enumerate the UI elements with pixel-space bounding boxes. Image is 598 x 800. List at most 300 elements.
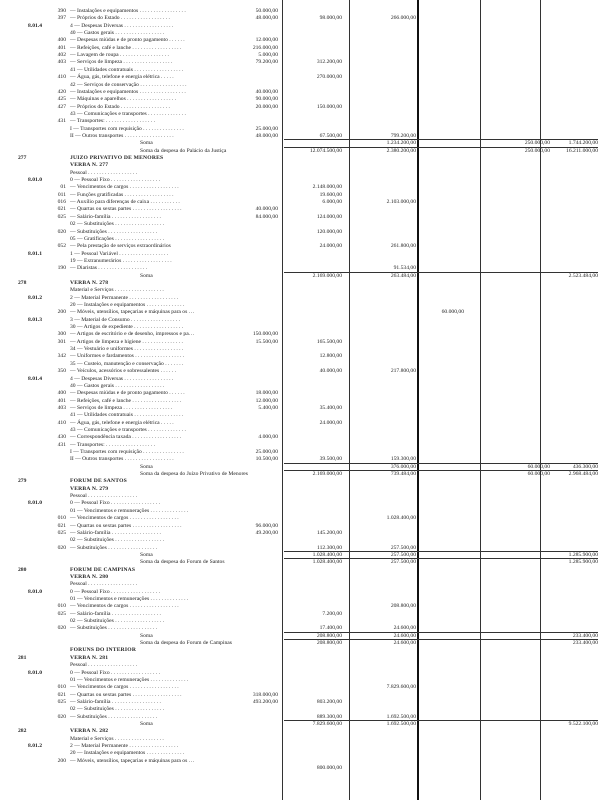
amount-col-2: 165.500,00 xyxy=(316,338,342,345)
amount-total: 2.523.484,00 xyxy=(568,272,598,279)
item-code: 052 xyxy=(57,243,66,250)
amount-col-1: 96.000,00 xyxy=(255,522,278,529)
ledger-row xyxy=(0,405,598,412)
item-code: 403 xyxy=(57,404,66,411)
item-description: Soma da despesa do Juízo Privativo de Menores xyxy=(140,471,248,478)
ledger-row xyxy=(0,618,598,625)
amount-col-3: 159.300,00 xyxy=(390,456,416,463)
amount-col-2: 803.200,00 xyxy=(316,698,342,705)
item-code: 400 xyxy=(57,37,66,44)
ledger-row xyxy=(0,331,598,338)
ledger-row xyxy=(0,449,598,456)
section-code: 8.01.0 xyxy=(28,500,42,507)
amount-col-1: 50.000,00 xyxy=(255,8,278,14)
item-code: 402 xyxy=(57,52,66,59)
item-code: 010 xyxy=(57,684,66,691)
item-description: 35 — Custeio, manutenção e conservação . . . . . . . xyxy=(70,360,184,367)
ledger-row xyxy=(0,736,598,743)
amount-col-3: 1.692.500,00 xyxy=(386,713,416,720)
ledger-row xyxy=(0,287,598,294)
item-description: FORUNS DO INTERIOR xyxy=(70,647,137,654)
amount-col-3: 2.380.200,00 xyxy=(386,147,416,154)
item-description: FORUM DE CAMPINAS xyxy=(70,566,136,573)
amount-col-2: 2.148.000,00 xyxy=(312,184,342,191)
amount-col-1: 25.000,00 xyxy=(255,125,278,132)
item-code: 020 xyxy=(57,228,66,235)
ledger-row xyxy=(0,743,598,750)
ledger-row xyxy=(0,221,598,228)
item-description: — Transportes: . . . . . . . . . . . . . . . . . . xyxy=(70,441,155,448)
item-description: — Móveis, utensílios, tapeçarias e máquinas para os … xyxy=(70,309,195,316)
amount-col-2: 12.800,00 xyxy=(319,353,342,360)
item-description: 3 — Material de Consumo . . . . . . . . . . . . . . . . . . xyxy=(70,316,181,323)
item-code: 025 xyxy=(57,213,66,220)
sum-rule xyxy=(284,720,598,721)
amount-col-1: 318.000,00 xyxy=(252,691,278,698)
item-code: 010 xyxy=(57,515,66,522)
amount-col-3: 7.829.600,00 xyxy=(386,684,416,691)
section-code: 8.01.4 xyxy=(28,22,42,29)
amount-total: 2.968.484,00 xyxy=(568,471,598,478)
item-description: — Vencimentos de cargos . . . . . . . . . . . . . . . . . . xyxy=(70,603,179,610)
amount-col-2: 208.800,00 xyxy=(316,632,342,639)
item-description: — Substituições . . . . . . . . . . . . . . . . . . xyxy=(70,544,158,551)
item-code: 410 xyxy=(57,74,66,81)
ledger-row xyxy=(0,434,598,441)
amount-col-1: 150.000,00 xyxy=(252,331,278,338)
amount-col-1: 18.000,00 xyxy=(255,390,278,397)
item-description: 34 — Vestuário e uniformes . . . . . . . . . . . . . . . . . . xyxy=(70,346,184,353)
amount-col-1: 4.000,00 xyxy=(258,434,278,441)
item-description: 0 — Pessoal Fixo . . . . . . . . . . . . . . . . . . xyxy=(70,669,160,676)
item-description: II — Outros transportes . . . . . . . . . . . . . . . . . . xyxy=(70,132,174,139)
amount-col-3: 1.234.200,00 xyxy=(386,140,416,147)
item-code: 431 xyxy=(57,118,66,125)
amount-col-1: 12.000,00 xyxy=(255,37,278,44)
item-description: — Refeições, café e lanche . . . . . . . . . . . . . . . . . . xyxy=(70,397,182,404)
ledger-row xyxy=(0,118,598,125)
ledger-row xyxy=(0,493,598,500)
amount-col-3: 257.500,00 xyxy=(390,544,416,551)
amount-col-1: 216.000,00 xyxy=(252,44,278,51)
item-description: 40 — Gastos gerais . . . . . . . . . . . . . . . . . . xyxy=(70,30,165,37)
section-code: 8.01.0 xyxy=(28,588,42,595)
item-description: — Quartas ou sextas partes . . . . . . . . . . . . . . . . . . xyxy=(70,691,182,698)
item-description: 43 — Comunicações e transportes . . . . . . . . . . . . . . xyxy=(70,110,186,117)
verba-number: 280 xyxy=(18,566,27,573)
item-description: 02 — Substituições . . . . . . . . . . . . . . . . . . xyxy=(70,618,165,625)
amount-col-1: 48.000,00 xyxy=(255,132,278,139)
ledger-row xyxy=(0,353,598,360)
amount-col-4: 250.000,00 xyxy=(524,147,550,154)
ledger-row xyxy=(0,486,598,493)
item-description: — Água, gás, telefone e energia elétrica . . . . . xyxy=(70,419,174,426)
item-code: 020 xyxy=(57,625,66,632)
amount-total: 16.211.000,00 xyxy=(566,147,598,154)
item-description: — Pela prestação de serviços extraordinários xyxy=(70,243,171,250)
item-description: Soma da despesa do Forum de Santos xyxy=(140,559,225,566)
item-description: 0 — Pessoal Fixo . . . . . . . . . . . . . . . . . . xyxy=(70,500,160,507)
sum-rule xyxy=(284,272,598,273)
item-description: — Serviços de limpeza . . . . . . . . . . . . . . . . . . xyxy=(70,404,173,411)
item-description: — Móveis, utensílios, tapeçarias e máquinas para os … xyxy=(70,757,195,764)
ledger-row xyxy=(0,515,598,522)
amount-col-1: 25.000,00 xyxy=(255,449,278,455)
item-description: 02 — Substituições . . . . . . . . . . . . . . . . . . xyxy=(70,537,165,544)
amount-total: 1.285.900,00 xyxy=(568,551,598,558)
item-code: 400 xyxy=(57,390,66,397)
ledger-row xyxy=(0,251,598,258)
amount-col-1: 5.000,00 xyxy=(258,52,278,59)
item-description: 43 — Comunicações e transportes . . . . . . . . . . . . . . xyxy=(70,426,186,433)
ledger-row xyxy=(0,581,598,588)
item-code: 390 xyxy=(57,8,66,14)
ledger-row xyxy=(0,30,598,37)
item-description: 19 — Extranumerários . . . . . . . . . . . . . . . . . . xyxy=(70,257,172,264)
ledger-row xyxy=(0,177,598,184)
item-description: Soma xyxy=(140,463,153,470)
item-description: — Salário-família . . . . . . . . . . . . . . . . . . xyxy=(70,610,161,617)
amount-col-1: 79.200,00 xyxy=(255,59,278,66)
amount-col-2: 150.000,00 xyxy=(316,103,342,110)
amount-col-2: 17.400,00 xyxy=(319,625,342,632)
item-code: 427 xyxy=(57,103,66,110)
amount-col-2: 24.000,00 xyxy=(319,419,342,426)
item-description: Soma xyxy=(140,632,153,639)
ledger-row xyxy=(0,199,598,206)
item-description: 41 — Utilidades contratuais . . . . . . . . . . . . . . . . . . xyxy=(70,412,184,419)
amount-col-3: 257.500,00 xyxy=(390,551,416,558)
item-description: Soma da despesa do Forum de Campinas xyxy=(140,640,232,647)
amount-col-3: 2.103.000,00 xyxy=(386,199,416,206)
amount-col-1: 20.000,00 xyxy=(255,103,278,110)
ledger-row xyxy=(0,758,598,765)
ledger-row xyxy=(0,478,598,485)
ledger-row xyxy=(0,229,598,236)
item-code: 430 xyxy=(57,434,66,441)
ledger-row xyxy=(0,677,598,684)
ledger-row xyxy=(0,589,598,596)
amount-col-1: 40.000,00 xyxy=(255,88,278,95)
item-description: 0 — Pessoal Fixo . . . . . . . . . . . . . . . . . . xyxy=(70,588,160,595)
verba-number: 282 xyxy=(18,728,27,735)
amount-col-3: 1.028.400,00 xyxy=(386,515,416,522)
sum-rule xyxy=(284,139,598,140)
item-description: — Salário-família . . . . . . . . . . . . . . . . . . xyxy=(70,213,161,220)
ledger-row xyxy=(0,523,598,530)
ledger-row xyxy=(0,89,598,96)
ledger-row xyxy=(0,339,598,346)
ledger-row xyxy=(0,280,598,287)
item-description: 41 — Utilidades contratuais . . . . . . . . . . . . . . . . . . xyxy=(70,66,184,73)
amount-total: 1.744.200,00 xyxy=(568,140,598,147)
item-code: 420 xyxy=(57,88,66,95)
amount-col-4: 60.000,00 xyxy=(527,471,550,478)
ledger-row xyxy=(0,111,598,118)
amount-col-4: 60.000,00 xyxy=(441,309,464,316)
ledger-row xyxy=(0,15,598,22)
ledger-row xyxy=(0,45,598,52)
amount-total: 1.285.900,00 xyxy=(568,559,598,566)
ledger-row xyxy=(0,508,598,515)
verba-number: 277 xyxy=(18,155,27,161)
item-code: 190 xyxy=(57,265,66,272)
item-description: Soma xyxy=(140,551,153,558)
item-description: 02 — Substituições . . . . . . . . . . . . . . . . . . xyxy=(70,706,165,713)
item-description: Material e Serviços . . . . . . . . . . . . . . . . . . xyxy=(70,287,164,294)
item-description: 4 — Despesas Diversas . . . . . . . . . . . . . . . . . . xyxy=(70,375,174,382)
ledger-row xyxy=(0,692,598,699)
item-description: II — Outros transportes . . . . . . . . . . . . . . . . . . xyxy=(70,456,174,463)
item-description: VERBA N. 282 xyxy=(70,728,109,735)
ledger-row xyxy=(0,603,598,610)
sum-rule xyxy=(284,470,598,471)
item-description: 20 — Instalações e equipamentos . . . . . . . . . . . . . . xyxy=(70,750,185,757)
ledger-row xyxy=(0,309,598,316)
amount-col-3: 739.484,00 xyxy=(390,471,416,478)
item-description: JUIZO PRIVATIVO DE MENORES xyxy=(70,155,164,161)
ledger-row xyxy=(0,412,598,419)
item-description: VERBA N. 279 xyxy=(70,485,109,492)
item-description: — Artigos de escritório e de desenho, impressos e pa… xyxy=(70,331,195,338)
ledger-row xyxy=(0,368,598,375)
ledger-row xyxy=(0,640,598,647)
item-description: 4 — Despesas Diversas . . . . . . . . . . . . . . . . . . xyxy=(70,22,174,29)
ledger-row xyxy=(0,420,598,427)
item-code: 342 xyxy=(57,353,66,360)
ledger-row xyxy=(0,214,598,221)
item-code: 401 xyxy=(57,44,66,51)
item-code: 021 xyxy=(57,522,66,529)
amount-col-2: 270.000,00 xyxy=(316,74,342,81)
item-code: 431 xyxy=(57,441,66,448)
amount-col-2: 112.300,00 xyxy=(317,544,342,551)
section-code: 8.01.2 xyxy=(28,743,42,749)
amount-col-3: 257.500,00 xyxy=(390,559,416,566)
ledger-row xyxy=(0,574,598,581)
section-code: 8.01.0 xyxy=(28,177,42,184)
section-code: 8.01.3 xyxy=(28,316,42,323)
item-code: 200 xyxy=(57,309,66,316)
item-description: — Quartas ou sextas partes . . . . . . . . . . . . . . . . . . xyxy=(70,206,182,213)
ledger-row xyxy=(0,8,598,15)
sum-rule xyxy=(284,551,598,552)
ledger-row xyxy=(0,699,598,706)
ledger-row xyxy=(0,67,598,74)
item-description: — Substituições . . . . . . . . . . . . . . . . . . xyxy=(70,625,158,632)
ledger-row xyxy=(0,74,598,81)
amount-col-2: 7.829.600,00 xyxy=(312,720,342,727)
item-description: — Refeições, café e lanche . . . . . . . . . . . . . . . . . . xyxy=(70,44,182,51)
item-description: — Artigos de limpeza e higiene . . . . . . . . . . . . . . . xyxy=(70,338,183,345)
item-description: — Funções gratificadas . . . . . . . . . . . . . . . . . . xyxy=(70,191,174,198)
item-description: — Salário-família . . . . . . . . . . . . . . . . . . xyxy=(70,529,161,536)
amount-col-2: 39.500,00 xyxy=(319,456,342,463)
item-description: VERBA N. 277 xyxy=(70,162,109,169)
ledger-row xyxy=(0,273,598,280)
ledger-row xyxy=(0,670,598,677)
amount-col-2: 40.000,00 xyxy=(319,368,342,375)
amount-col-3: 266.000,00 xyxy=(390,15,416,22)
ledger-row xyxy=(0,427,598,434)
item-code: 020 xyxy=(57,713,66,720)
ledger-row xyxy=(0,192,598,199)
amount-col-2: 120.000,00 xyxy=(316,228,342,235)
ledger-row xyxy=(0,728,598,735)
amount-col-1: 40.000,00 xyxy=(255,206,278,213)
amount-col-4: 250.000,00 xyxy=(524,140,550,147)
ledger-row xyxy=(0,155,598,162)
item-description: — Salário-família . . . . . . . . . . . . . . . . . . xyxy=(70,698,161,705)
amount-col-3: 208.800,00 xyxy=(390,603,416,610)
item-description: 40 — Gastos gerais . . . . . . . . . . . . . . . . . . xyxy=(70,382,165,389)
ledger-row xyxy=(0,537,598,544)
amount-col-3: 217.800,00 xyxy=(390,368,416,375)
amount-total: 436.300,00 xyxy=(572,463,598,470)
item-description: — Quartas ou sextas partes . . . . . . . . . . . . . . . . . . xyxy=(70,522,182,529)
ledger-row xyxy=(0,361,598,368)
amount-col-2: 2.169.000,00 xyxy=(312,272,342,279)
item-description: 42 — Serviços de conservação . . . . . . . . . . . . . . . . . xyxy=(70,81,187,88)
ledger-row xyxy=(0,500,598,507)
item-description: Soma xyxy=(140,140,153,147)
amount-col-1: 84.000,00 xyxy=(255,213,278,220)
verba-number: 278 xyxy=(18,279,27,286)
item-description: 2 — Material Permanente . . . . . . . . . . . . . . . . . . xyxy=(70,294,179,301)
item-code: 200 xyxy=(57,757,66,764)
amount-col-3: 263.484,00 xyxy=(390,272,416,279)
item-code: 425 xyxy=(57,96,66,103)
item-code: 025 xyxy=(57,529,66,536)
item-description: 01 — Vencimentos e remunerações . . . . . . . . . . . . . . xyxy=(70,507,189,514)
item-description: Material e Serviços . . . . . . . . . . . . . . . . . . xyxy=(70,735,164,742)
item-description: — Instalações e equipamentos . . . . . . . . . . . . . . . . . xyxy=(70,8,186,14)
item-description: 0 — Pessoal Fixo . . . . . . . . . . . . . . . . . . xyxy=(70,177,160,184)
item-description: FORUM DE SANTOS xyxy=(70,478,127,485)
item-code: 016 xyxy=(57,199,66,206)
amount-col-2: 2.169.000,00 xyxy=(312,471,342,478)
item-code: 025 xyxy=(57,698,66,705)
ledger-row xyxy=(0,559,598,566)
item-description: — Transportes: . . . . . . . . . . . . . . . . . . xyxy=(70,118,155,125)
amount-col-2: 208.800,00 xyxy=(316,640,342,647)
ledger-row xyxy=(0,148,598,155)
amount-total: 233.400,00 xyxy=(572,640,598,647)
item-description: 01 — Vencimentos e remunerações . . . . . . . . . . . . . . xyxy=(70,596,189,602)
item-code: 301 xyxy=(57,338,66,345)
item-code: 410 xyxy=(57,419,66,426)
item-code: 403 xyxy=(57,59,66,66)
amount-col-3: 24.600,00 xyxy=(393,632,416,639)
item-code: 350 xyxy=(57,368,66,375)
item-description: 20 — Instalações e equipamentos . . . . . . . . . . . . . . xyxy=(70,302,185,308)
ledger-row xyxy=(0,567,598,574)
item-description: VERBA N. 281 xyxy=(70,654,109,661)
item-code: 020 xyxy=(57,544,66,551)
item-description: — Instalações e equipamentos . . . . . . . . . . . . . . . . . xyxy=(70,88,186,95)
item-description: 2 — Material Permanente . . . . . . . . . . . . . . . . . . xyxy=(70,743,179,749)
ledger-row xyxy=(0,96,598,103)
amount-col-2: 889.300,00 xyxy=(316,713,342,720)
item-description: — Auxílio para diferenças de caixa . . . . . . . . . . . xyxy=(70,199,180,206)
ledger-row xyxy=(0,295,598,302)
item-description: Soma xyxy=(140,720,153,727)
amount-col-1: 15.500,00 xyxy=(255,338,278,345)
amount-total: 233.400,00 xyxy=(572,632,598,639)
ledger-row xyxy=(0,317,598,324)
item-description: — Despesas miúdas e de pronto pagamento . . . . . . xyxy=(70,390,185,397)
amount-col-2: 7.200,00 xyxy=(322,610,342,617)
item-code: 01 xyxy=(60,184,66,191)
item-description: — Vencimentos de cargos . . . . . . . . . . . . . . . . . . xyxy=(70,515,179,522)
ledger-row xyxy=(0,398,598,405)
item-description: — Lavagem de roupa . . . . . . . . . . . . . . . . . . xyxy=(70,52,169,59)
ledger-row xyxy=(0,82,598,89)
ledger-row xyxy=(0,324,598,331)
ledger-row xyxy=(0,104,598,111)
ledger-row xyxy=(0,611,598,618)
item-description: — Substituições . . . . . . . . . . . . . . . . . . xyxy=(70,713,158,720)
ledger-row xyxy=(0,206,598,213)
amount-col-3: 1.692.500,00 xyxy=(386,720,416,727)
sum-rule xyxy=(284,558,598,559)
item-description: — Máquinas e aparelhos . . . . . . . . . . . . . . . . . . xyxy=(70,96,177,103)
item-description: 30 — Artigos de expediente . . . . . . . . . . . . . . . . . . xyxy=(70,324,184,331)
amount-col-2: 145.200,00 xyxy=(316,529,342,536)
ledger-row xyxy=(0,236,598,243)
amount-col-2: 12.074.500,00 xyxy=(309,147,342,154)
item-code: 401 xyxy=(57,397,66,404)
item-description: — Substituições . . . . . . . . . . . . . . . . . . xyxy=(70,228,158,235)
amount-col-3: 799.200,00 xyxy=(390,132,416,139)
item-description: Pessoal . . . . . . . . . . . . . . . . . . xyxy=(70,662,138,669)
item-description: 02 — Substituições . . . . . . . . . . . . . . . . . . xyxy=(70,221,165,228)
amount-col-2: 19.600,00 xyxy=(319,191,342,198)
amount-col-1: 49.200,00 xyxy=(255,529,278,536)
item-code: 011 xyxy=(57,191,66,198)
ledger-row xyxy=(0,59,598,66)
item-description: — Próprios do Estado . . . . . . . . . . . . . . . . . . xyxy=(70,103,170,110)
amount-col-1: 5.400,00 xyxy=(258,404,278,411)
item-description: Pessoal . . . . . . . . . . . . . . . . . . xyxy=(70,581,138,588)
item-description: — Diaristas . . . . . . . . . . . . . . . . . . xyxy=(70,265,148,272)
ledger-row xyxy=(0,765,598,772)
item-description: — Uniformes e fardamentos . . . . . . . . . . . . . . . . . . xyxy=(70,353,185,360)
item-description: I — Transportes com requisição . . . . . . . . . . . . . . . xyxy=(70,449,184,455)
item-code: 021 xyxy=(57,691,66,698)
amount-col-3: 261.800,00 xyxy=(390,243,416,250)
section-code: 8.01.2 xyxy=(28,294,42,301)
amount-col-2: 1.028.400,00 xyxy=(312,559,342,566)
ledger-row xyxy=(0,302,598,309)
item-code: 397 xyxy=(57,15,66,22)
ledger-row xyxy=(0,530,598,537)
sum-rule xyxy=(284,632,598,633)
amount-col-3: 24.600,00 xyxy=(393,625,416,632)
ledger-row xyxy=(0,37,598,44)
item-code: 021 xyxy=(57,206,66,213)
ledger-row xyxy=(0,647,598,654)
ledger-row xyxy=(0,655,598,662)
item-description: Pessoal . . . . . . . . . . . . . . . . . . xyxy=(70,493,138,500)
item-description: 01 — Vencimentos e remunerações . . . . . . . . . . . . . . xyxy=(70,676,189,683)
ledger-row xyxy=(0,706,598,713)
ledger-row xyxy=(0,471,598,478)
ledger-row xyxy=(0,52,598,59)
amount-col-2: 800.000,00 xyxy=(316,765,342,772)
amount-col-3: 91.534,00 xyxy=(393,265,416,272)
amount-col-2: 35.400,00 xyxy=(319,404,342,411)
